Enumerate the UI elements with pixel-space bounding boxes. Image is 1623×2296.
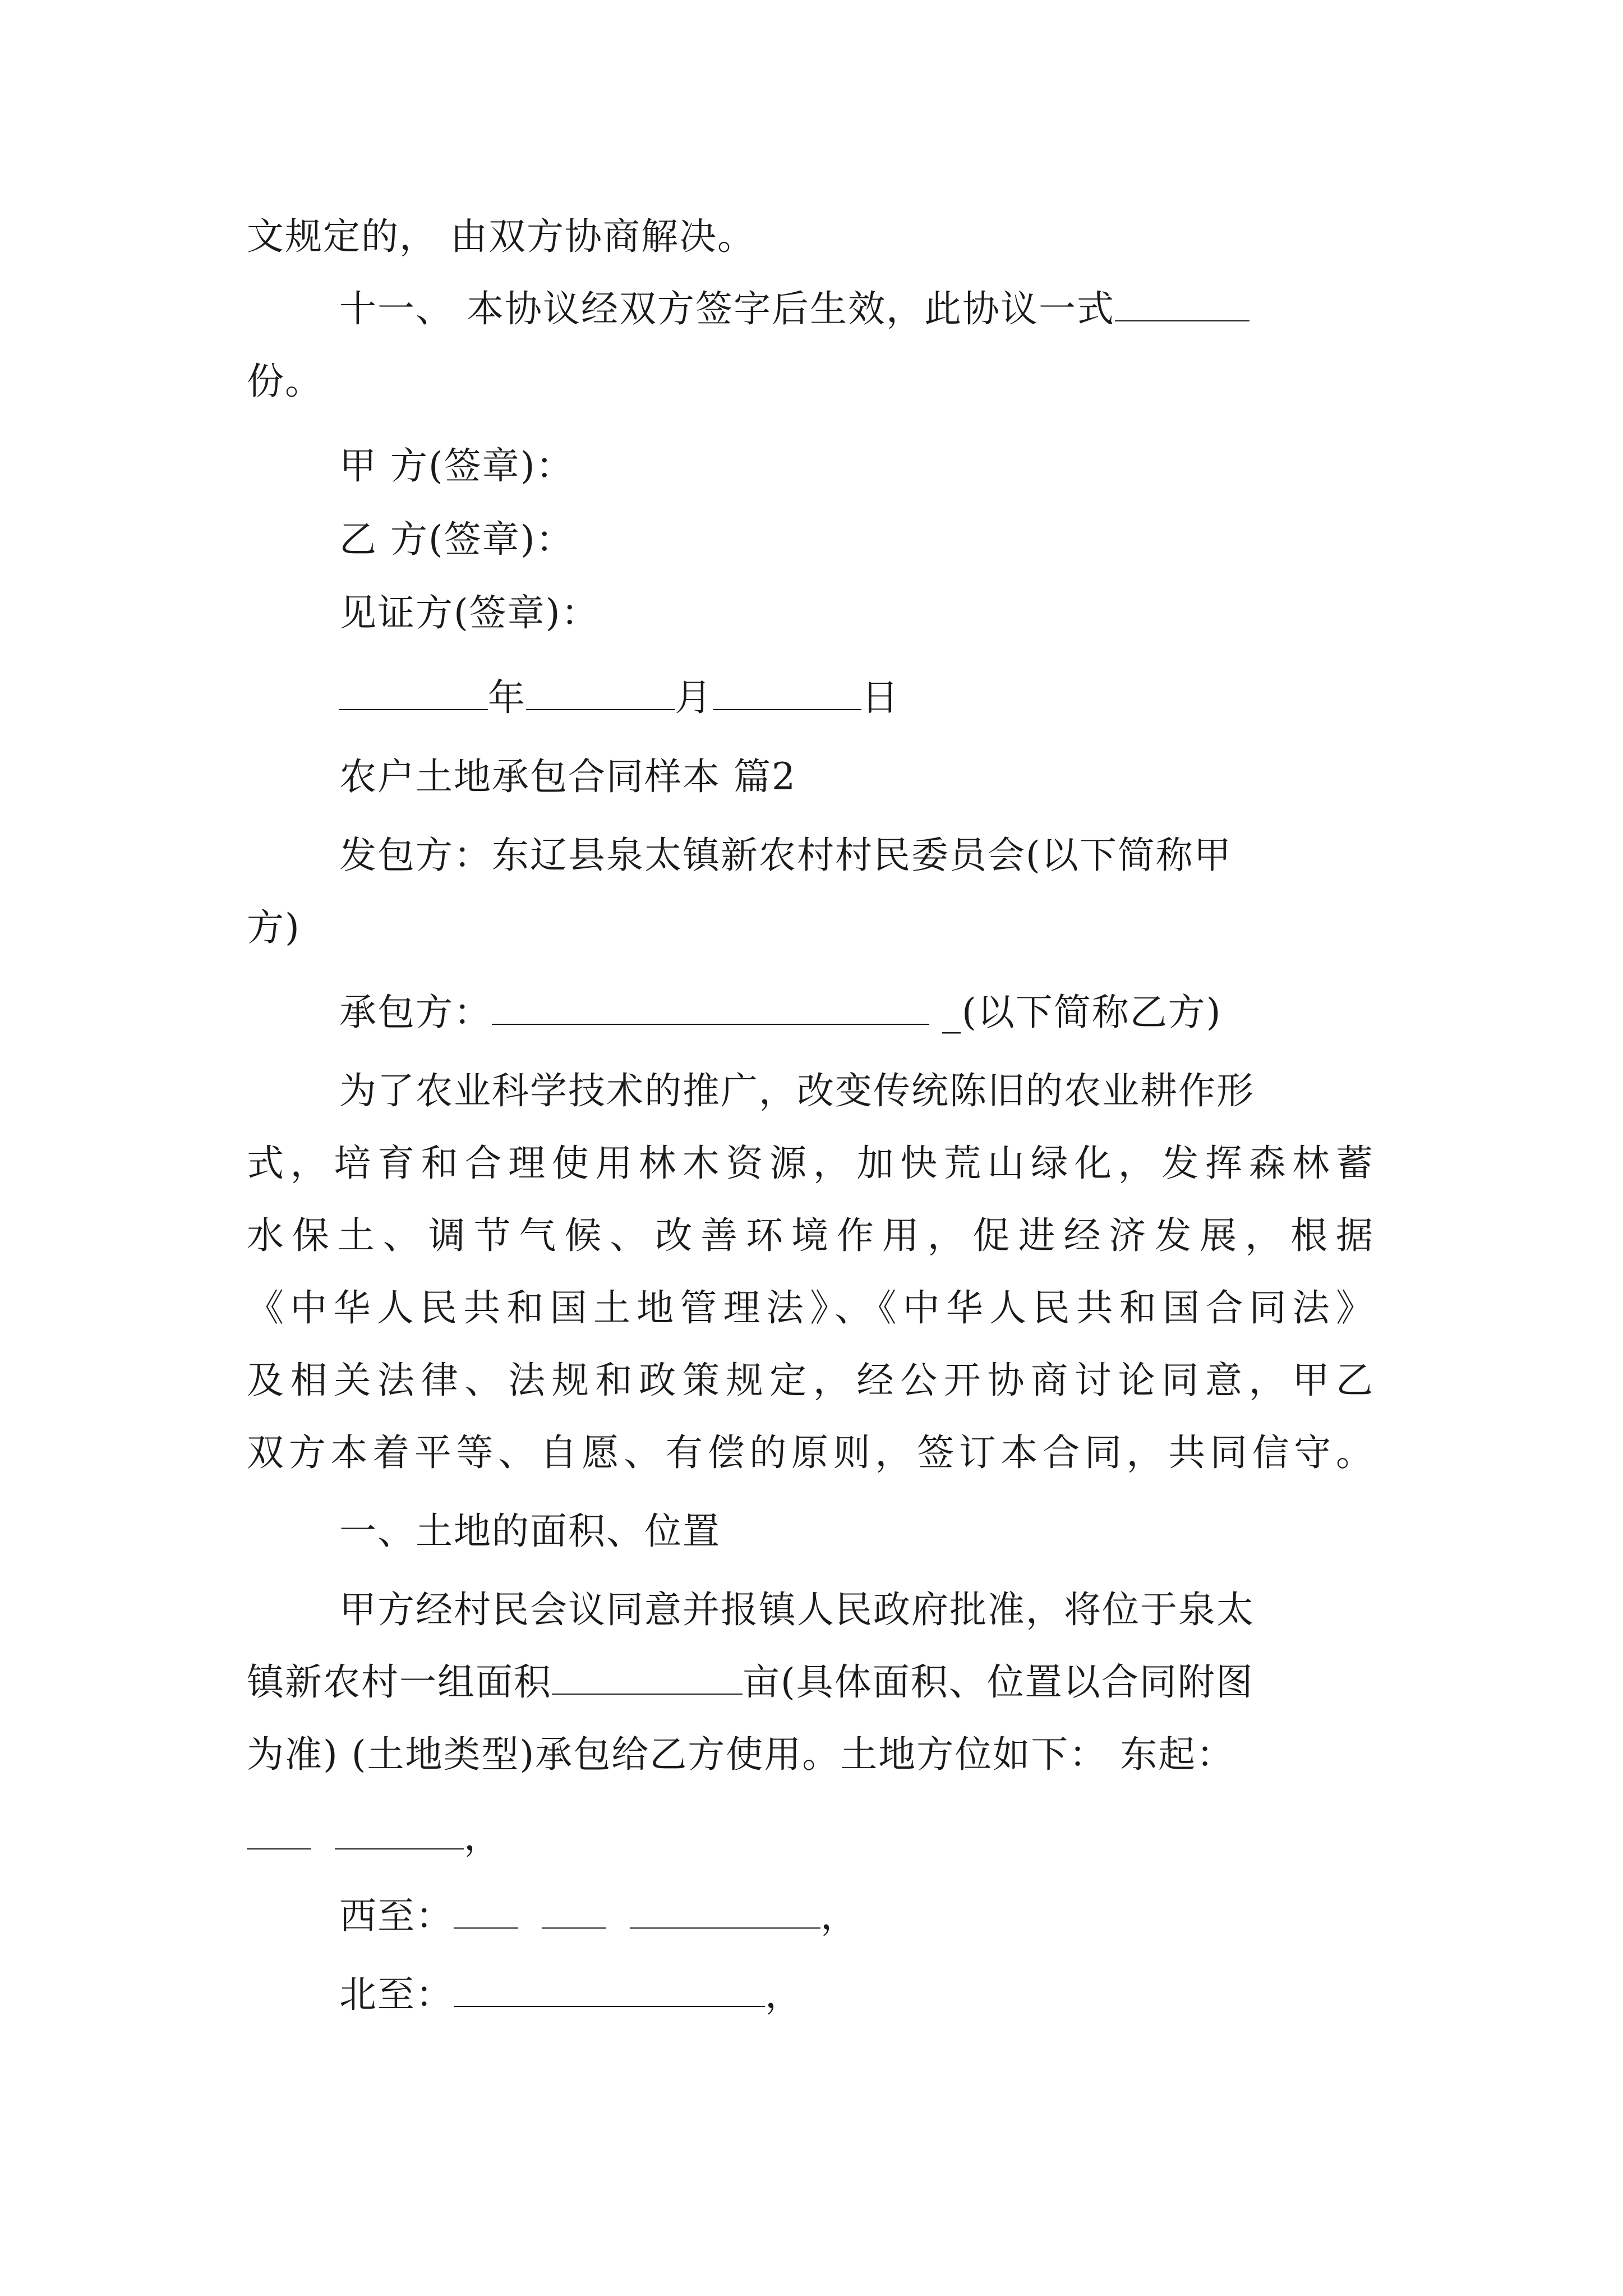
para-line-3: 水保土、调节气候、改善环境作用，促进经济发展，根据 bbox=[247, 1214, 1374, 1257]
witness-signature: 见证方(签章)： bbox=[339, 591, 600, 634]
year-blank bbox=[339, 677, 488, 710]
text-line-2: 十一、 本协议经双方签字后生效，此协议一式 bbox=[339, 287, 1249, 332]
copies-blank bbox=[1115, 288, 1249, 321]
text-line-employer-cont: 方) bbox=[247, 906, 301, 949]
section-heading: 农户土地承包合同样本 篇2 bbox=[339, 755, 796, 798]
day-blank bbox=[713, 677, 861, 710]
para-line-5: 及相关法律、法规和政策规定，经公开协商讨论同意，甲乙 bbox=[247, 1359, 1374, 1402]
west-blank-3 bbox=[630, 1895, 820, 1929]
date-line: 年 月 日 bbox=[339, 675, 900, 720]
west-blank-2 bbox=[542, 1895, 606, 1929]
east-blank-2 bbox=[335, 1816, 464, 1849]
party-b-signature: 乙 方(签章)： bbox=[339, 518, 574, 561]
month-blank bbox=[526, 677, 675, 710]
text-line-contractor: 承包方： _(以下简称乙方) bbox=[339, 991, 1222, 1034]
east-boundary-line: ， bbox=[247, 1815, 502, 1860]
clause-line-3: 为准) (土地类型)承包给乙方使用。土地方位如下： 东起： bbox=[247, 1733, 1235, 1776]
para-line-4: 《中华人民共和国土地管理法》、《中华人民共和国合同法》 bbox=[247, 1286, 1374, 1329]
clause-heading-1: 一、土地的面积、位置 bbox=[339, 1510, 721, 1553]
text-line-1: 文规定的， 由双方协商解决。 bbox=[247, 215, 755, 258]
clause-line-2: 镇新农村一组面积 亩(具体面积、位置以合同附图 bbox=[247, 1660, 1254, 1704]
para-line-6: 双方本着平等、自愿、有偿的原则，签订本合同，共同信守。 bbox=[247, 1431, 1374, 1474]
text-line-employer: 发包方：东辽县泉太镇新农村村民委员会(以下简称甲 bbox=[339, 834, 1232, 877]
north-blank bbox=[454, 1973, 765, 2007]
para-line-2: 式，培育和合理使用林木资源，加快荒山绿化，发挥森林蓄 bbox=[247, 1142, 1374, 1185]
clause-line-1: 甲方经村民会议同意并报镇人民政府批准，将位于泉太 bbox=[339, 1588, 1255, 1631]
para-line-1: 为了农业科学技术的推广，改变传统陈旧的农业耕作形 bbox=[339, 1069, 1255, 1112]
east-blank-1 bbox=[247, 1816, 311, 1849]
text-line-3: 份。 bbox=[247, 360, 323, 403]
contractor-blank bbox=[492, 991, 929, 1025]
area-blank bbox=[552, 1661, 743, 1695]
west-boundary-line: 西至： ， bbox=[339, 1894, 859, 1938]
party-a-signature: 甲 方(签章)： bbox=[339, 444, 574, 487]
west-blank-1 bbox=[454, 1895, 518, 1929]
north-boundary-line: 北至： ， bbox=[339, 1973, 803, 2016]
